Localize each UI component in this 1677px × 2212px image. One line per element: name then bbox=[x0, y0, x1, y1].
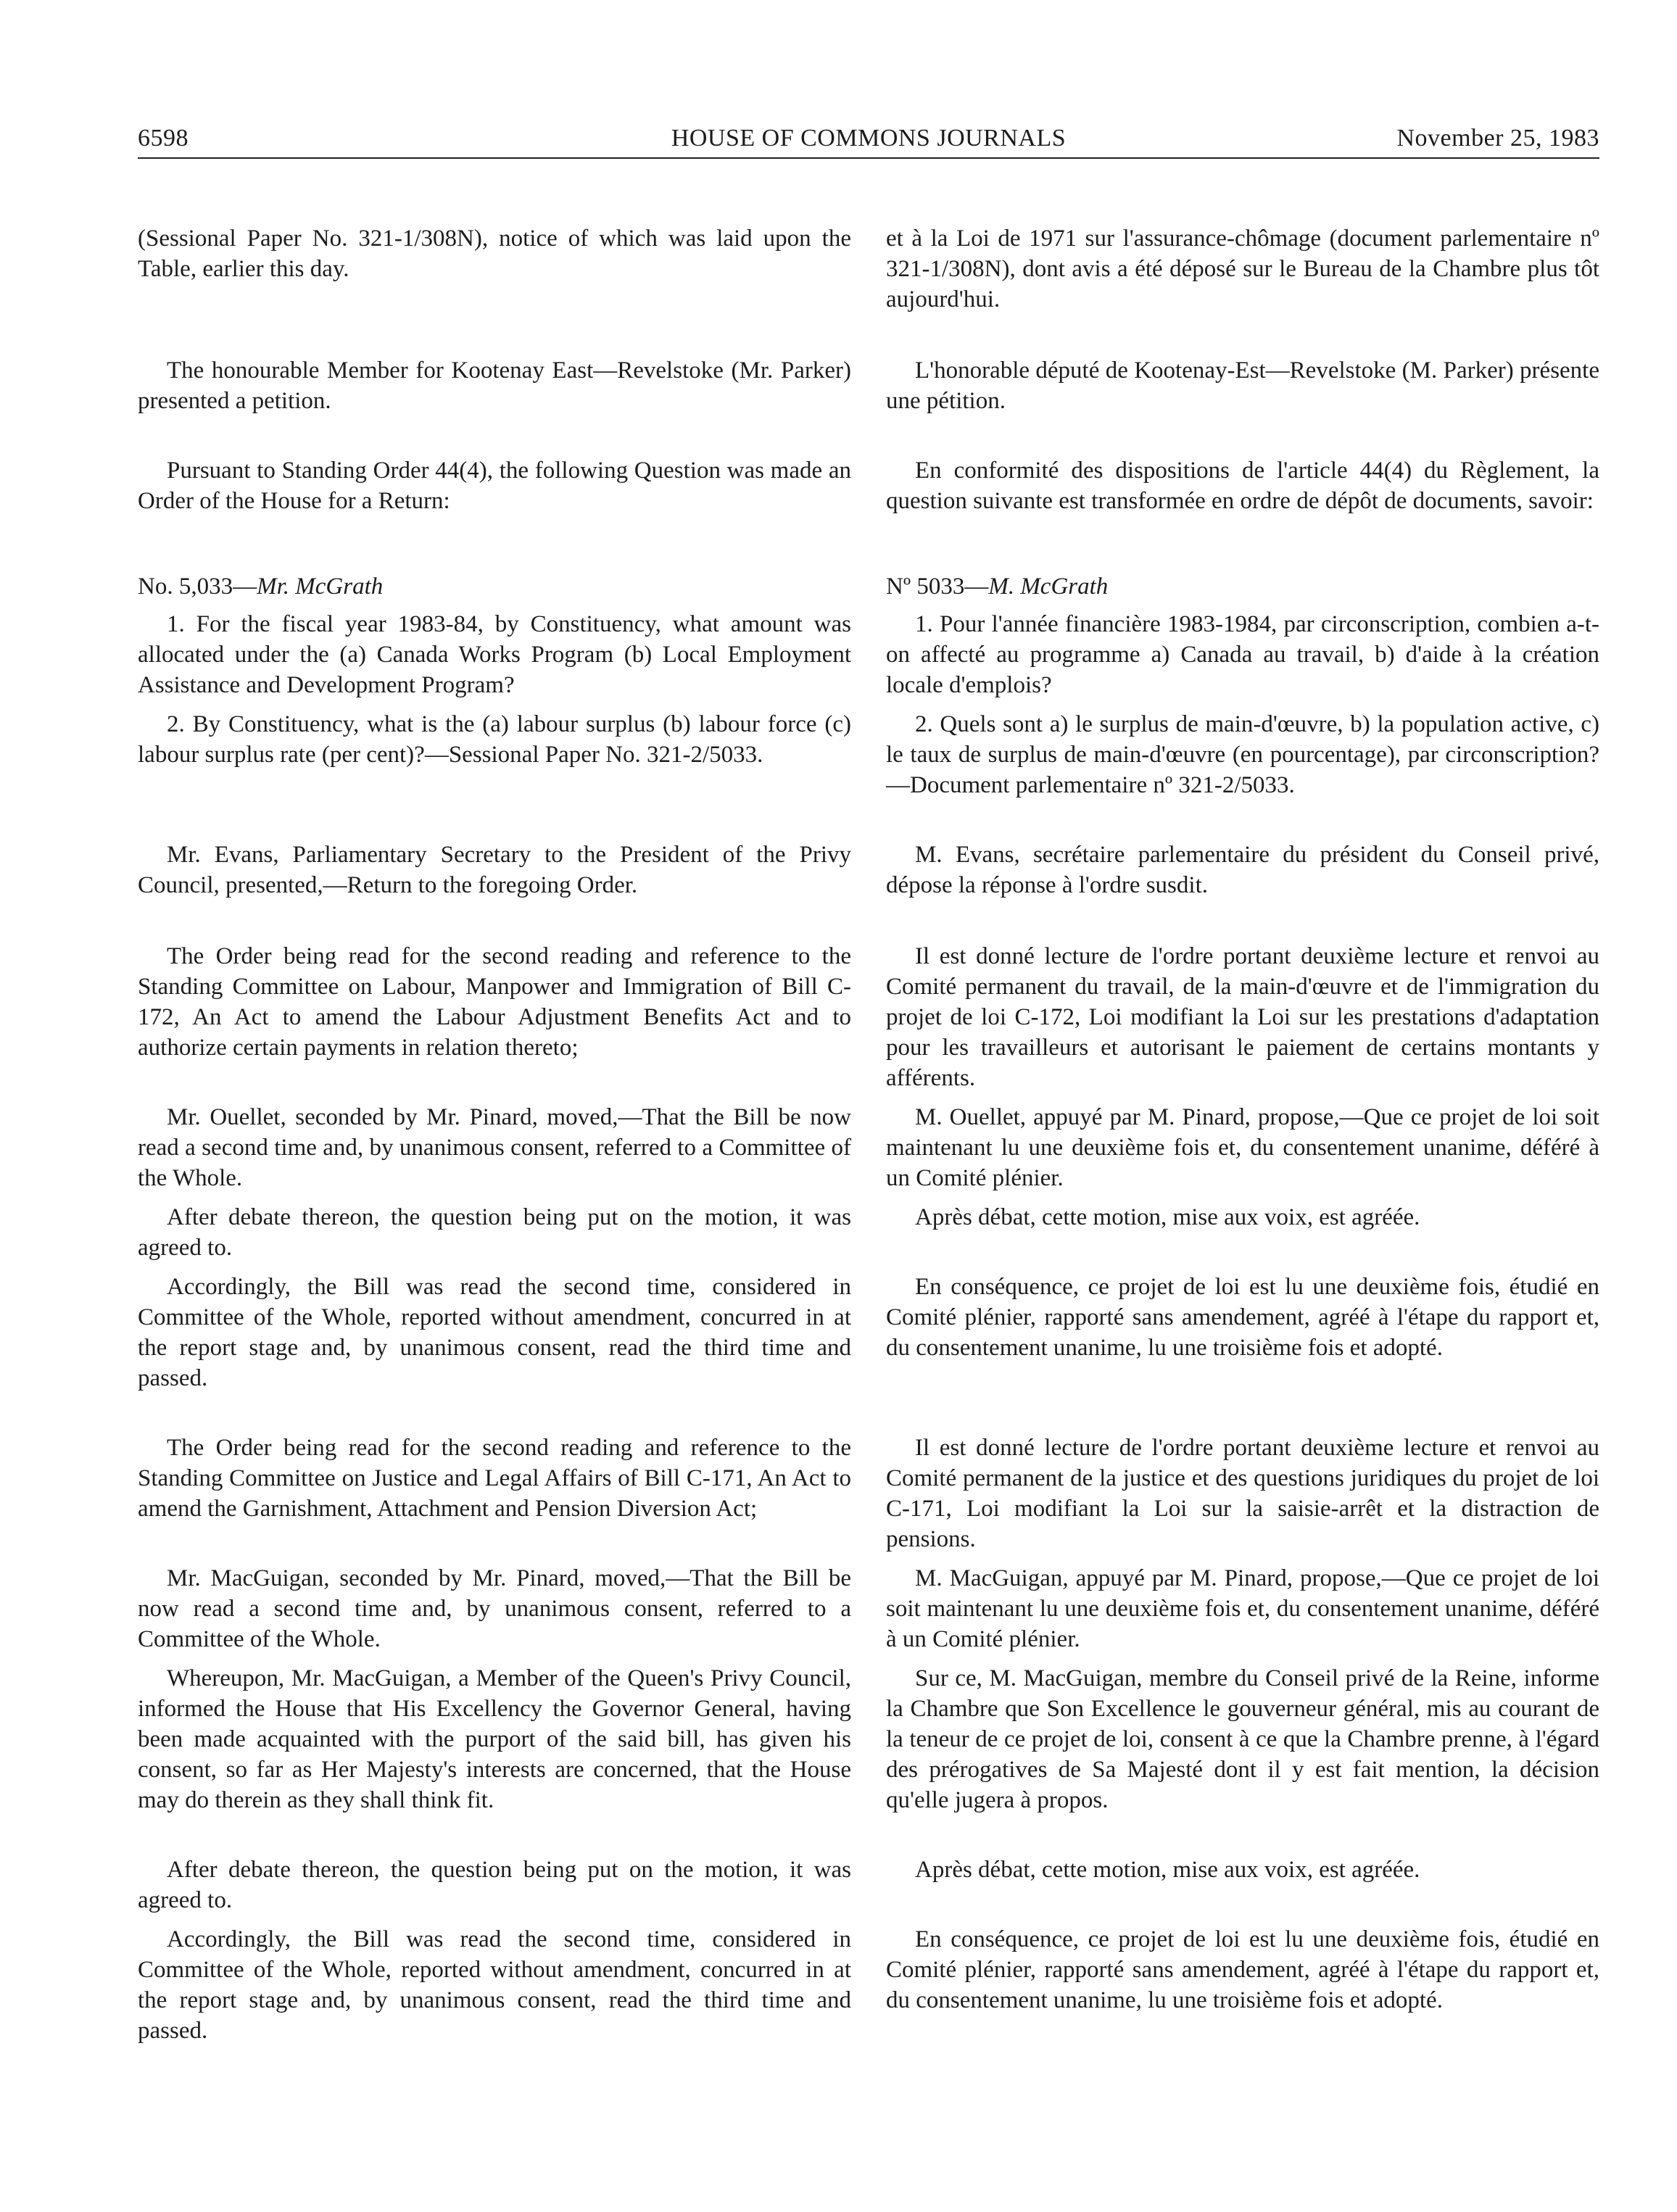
en-bill-c171-passed: Accordingly, the Bill was read the second time, considered in Committee of the Whole, reported without amendment, concurred in at the report stage and, by unanimous consent, read the third time and passed. bbox=[138, 1926, 851, 2044]
en-bill-c172-debate: After debate thereon, the question being put on the motion, it was agreed to. bbox=[138, 1204, 851, 1261]
en-continuation: (Sessional Paper No. 321-1/308N), notice of which was laid upon the Table, earlier this day. bbox=[138, 225, 851, 282]
fr-bill-c171-debate: Après débat, cette motion, mise aux voix, est agréée. bbox=[915, 1857, 1420, 1883]
fr-question-heading bbox=[886, 571, 1599, 602]
fr-question-number: Nº 5033— bbox=[886, 573, 989, 600]
journal-title: HOUSE OF COMMONS JOURNALS bbox=[671, 125, 1067, 152]
fr-question-1: 1. Pour l'année financière 1983-1984, par circonscription, combien a-t-on affecté au programme a) Canada au travail, b) d'aide à la création locale d'emplois? bbox=[886, 611, 1599, 698]
fr-bill-c171-passed: En conséquence, ce projet de loi est lu une deuxième fois, étudié en Comité plénier, rapporté sans amendement, agréé à l'étape du rapport et, du consentement unanime, lu une troisième fois et adopté. bbox=[886, 1926, 1599, 2013]
page-number: 6598 bbox=[138, 125, 189, 152]
en-question-heading bbox=[138, 571, 851, 602]
page-header bbox=[138, 123, 1599, 160]
en-bill-c171-debate: After debate thereon, the question being put on the motion, it was agreed to. bbox=[138, 1857, 851, 1913]
en-bill-c171-order: The Order being read for the second reading and reference to the Standing Committee on Justice and Legal Affairs of Bill C-171, An Act to amend the Garnishment, Attachment and Pension Diversion Act; bbox=[138, 1435, 851, 1522]
en-return-presented: Mr. Evans, Parliamentary Secretary to the President of the Privy Council, presented,—Return to the foregoing Order. bbox=[138, 842, 851, 898]
fr-question-member: M. McGrath bbox=[988, 573, 1109, 600]
en-royal-consent: Whereupon, Mr. MacGuigan, a Member of the Queen's Privy Council, informed the House that His Excellency the Governor General, having been made acquainted with the purport of the said bill, has given his consent, so far as Her Majesty's interests are concerned, that the House may do therein as they shall think fit. bbox=[138, 1665, 851, 1813]
en-petition: The honourable Member for Kootenay East—Revelstoke (Mr. Parker) presented a petition. bbox=[138, 357, 851, 414]
en-bill-c171-motion: Mr. MacGuigan, seconded by Mr. Pinard, moved,—That the Bill be now read a second time and, by unanimous consent, referred to a Committee of the Whole. bbox=[138, 1565, 851, 1652]
fr-bill-c172-debate: Après débat, cette motion, mise aux voix, est agréée. bbox=[915, 1204, 1420, 1230]
fr-bill-c172-order: Il est donné lecture de l'ordre portant deuxième lecture et renvoi au Comité permanent du travail, de la main-d'œuvre et de l'immigration du projet de loi C-172, Loi modifiant la Loi sur les prestations d'adaptation pour les travailleurs et autorisant le paiement de certains montants y afférents. bbox=[886, 943, 1599, 1091]
fr-royal-consent: Sur ce, M. MacGuigan, membre du Conseil privé de la Reine, informe la Chambre que Son Excellence le gouverneur général, mis au courant de la teneur de ce projet de loi, consent à ce que la Chambre prenne, à l'égard des prérogatives de Sa Majesté dont il y est fait mention, la décision qu'elle jugera à propos. bbox=[886, 1665, 1599, 1813]
en-bill-c172-passed: Accordingly, the Bill was read the second time, considered in Committee of the Whole, reported without amendment, concurred in at the report stage and, by unanimous consent, read the third time and passed. bbox=[138, 1274, 851, 1391]
en-bill-c172-order: The Order being read for the second reading and reference to the Standing Committee on Labour, Manpower and Immigration of Bill C-172, An Act to amend the Labour Adjustment Benefits Act and to authorize certain payments in relation thereto; bbox=[138, 943, 851, 1061]
fr-order-return: En conformité des dispositions de l'article 44(4) du Règlement, la question suivante est transformée en ordre de dépôt de documents, savoir: bbox=[886, 457, 1599, 514]
fr-return-presented: M. Evans, secrétaire parlementaire du président du Conseil privé, dépose la réponse à l'ordre susdit. bbox=[886, 842, 1599, 898]
en-order-return: Pursuant to Standing Order 44(4), the following Question was made an Order of the House for a Return: bbox=[138, 457, 851, 514]
fr-question-2: 2. Quels sont a) le surplus de main-d'œuvre, b) la population active, c) le taux de surplus de main-d'œuvre (en pourcentage), par circonscription?—Document parlementaire nº 321-2/5033. bbox=[886, 711, 1599, 798]
journal-date: November 25, 1983 bbox=[1396, 125, 1599, 152]
en-bill-c172-motion: Mr. Ouellet, seconded by Mr. Pinard, moved,—That the Bill be now read a second time and, by unanimous consent, referred to a Committee of the Whole. bbox=[138, 1104, 851, 1191]
fr-bill-c172-passed: En conséquence, ce projet de loi est lu une deuxième fois, étudié en Comité plénier, rapporté sans amendement, agréé à l'étape du rapport et, du consentement unanime, lu une troisième fois et adopté. bbox=[886, 1274, 1599, 1361]
en-question-number: No. 5,033— bbox=[138, 573, 257, 600]
fr-bill-c172-motion: M. Ouellet, appuyé par M. Pinard, propose,—Que ce projet de loi soit maintenant lu une deuxième fois et, du consentement unanime, déféré à un Comité plénier. bbox=[886, 1104, 1599, 1191]
en-question-1: 1. For the fiscal year 1983-84, by Constituency, what amount was allocated under the (a) Canada Works Program (b) Local Employment Assistance and Development Program? bbox=[138, 611, 851, 698]
en-question-2: 2. By Constituency, what is the (a) labour surplus (b) labour force (c) labour surplus rate (per cent)?—Sessional Paper No. 321-2/5033. bbox=[138, 711, 851, 768]
header-rule bbox=[138, 157, 1599, 159]
fr-bill-c171-motion: M. MacGuigan, appuyé par M. Pinard, propose,—Que ce projet de loi soit maintenant lu une deuxième fois et, du consentement unanime, déféré à un Comité plénier. bbox=[886, 1565, 1599, 1652]
fr-continuation: et à la Loi de 1971 sur l'assurance-chômage (document parlementaire nº 321-1/308N), dont avis a été déposé sur le Bureau de la Chambre plus tôt aujourd'hui. bbox=[886, 225, 1599, 312]
en-question-member: Mr. McGrath bbox=[257, 573, 384, 600]
fr-petition: L'honorable député de Kootenay-Est—Revelstoke (M. Parker) présente une pétition. bbox=[886, 357, 1599, 414]
fr-bill-c171-order: Il est donné lecture de l'ordre portant deuxième lecture et renvoi au Comité permanent de la justice et des questions juridiques du projet de loi C-171, Loi modifiant la Loi sur la saisie-arrêt et la distraction de pensions. bbox=[886, 1435, 1599, 1552]
